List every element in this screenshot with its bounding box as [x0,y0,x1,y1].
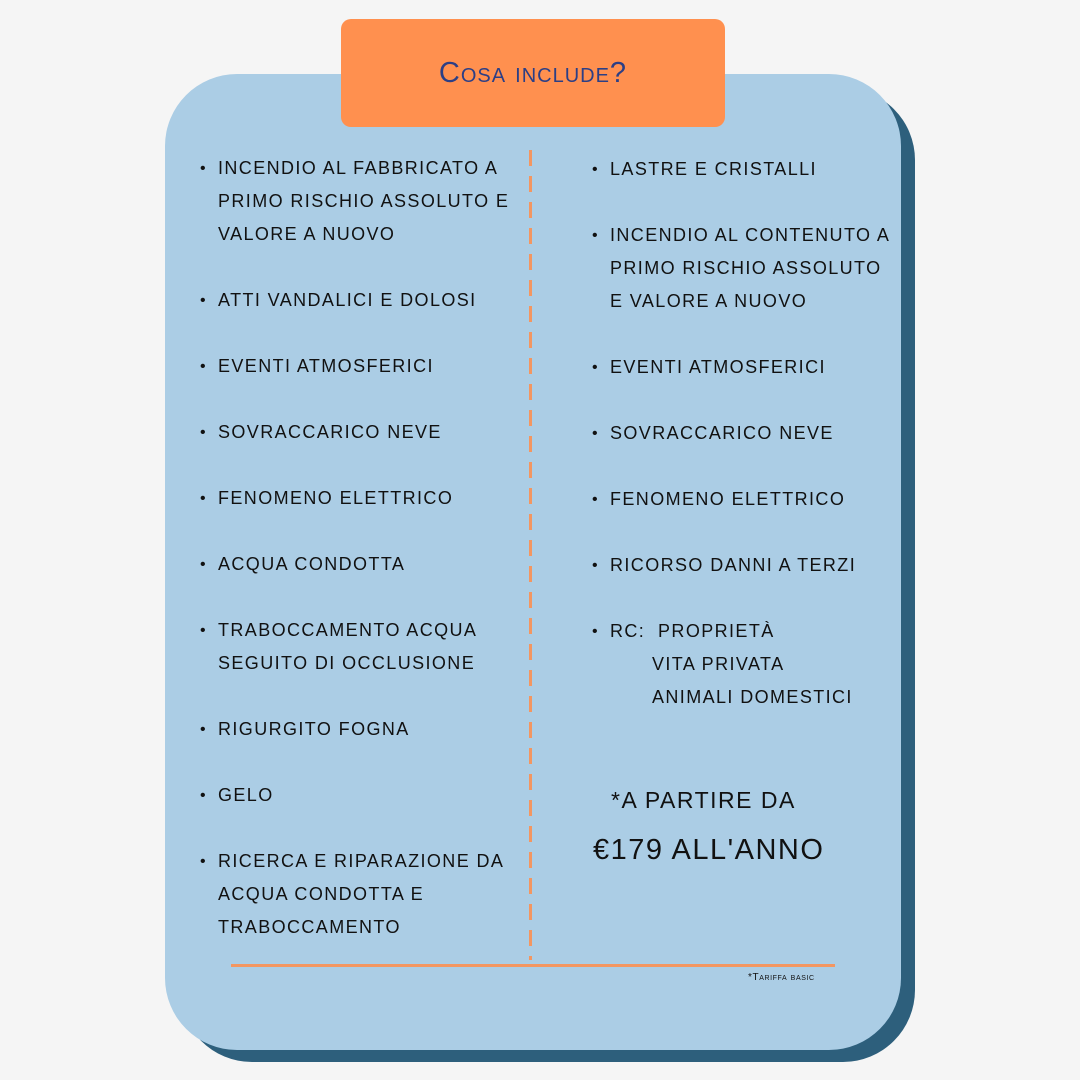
list-item-label: ACQUA CONDOTTA [218,554,406,574]
rc-item: PROPRIETÀ [658,621,775,641]
list-item-label: LASTRE E CRISTALLI [610,159,817,179]
list-item [200,152,510,251]
list-item-label: SOVRACCARICO NEVE [610,423,834,443]
left-coverage-list [200,152,510,944]
list-item-label: GELO [218,785,274,805]
title-banner [341,19,725,127]
list-item [200,614,510,680]
list-item [200,284,510,317]
list-item-label: RICERCA E RIPARAZIONE DA ACQUA CONDOTTA E TRABOCCAMENTO [218,851,504,937]
rc-first-line [610,615,892,648]
list-item [592,351,892,384]
list-item-label: INCENDIO AL FABBRICATO A PRIMO RISCHIO ASSOLUTO E VALORE A NUOVO [218,158,510,244]
tariff-note: *Tariffa basic [748,972,815,983]
rc-label: RC: [610,621,646,641]
list-item-label: ATTI VANDALICI E DOLOSI [218,290,477,310]
page-title: Cosa include? [438,56,628,89]
list-item [200,482,510,515]
list-item-label: SOVRACCARICO NEVE [218,422,442,442]
list-item [200,779,510,812]
list-item [592,549,892,582]
list-item-label: EVENTI ATMOSFERICI [218,356,434,376]
list-item-label: EVENTI ATMOSFERICI [610,357,826,377]
list-item-label: RICORSO DANNI A TERZI [610,555,857,575]
list-item-label: FENOMENO ELETTRICO [610,489,846,509]
rc-item: ANIMALI DOMESTICI [652,687,853,707]
column-divider [529,150,532,960]
list-item [200,713,510,746]
bottom-divider [231,964,835,967]
price-prefix: *A PARTIRE DA [611,787,796,813]
list-item [200,548,510,581]
list-item-label: FENOMENO ELETTRICO [218,488,454,508]
price-value: €179 ALL'ANNO [593,834,825,866]
list-item-label: TRABOCCAMENTO ACQUA SEGUITO DI OCCLUSIONE [218,620,477,673]
list-item [592,417,892,450]
rc-list-item [592,615,892,714]
list-item [592,219,892,318]
list-item [592,483,892,516]
right-coverage-list [592,153,892,714]
list-item [200,845,510,944]
rc-item: VITA PRIVATA [652,654,785,674]
list-item [200,416,510,449]
list-item-label: RIGURGITO FOGNA [218,719,410,739]
list-item [592,153,892,186]
list-item-label: INCENDIO AL CONTENUTO A PRIMO RISCHIO ASSOLUTO E VALORE A NUOVO [610,225,890,311]
list-item [200,350,510,383]
